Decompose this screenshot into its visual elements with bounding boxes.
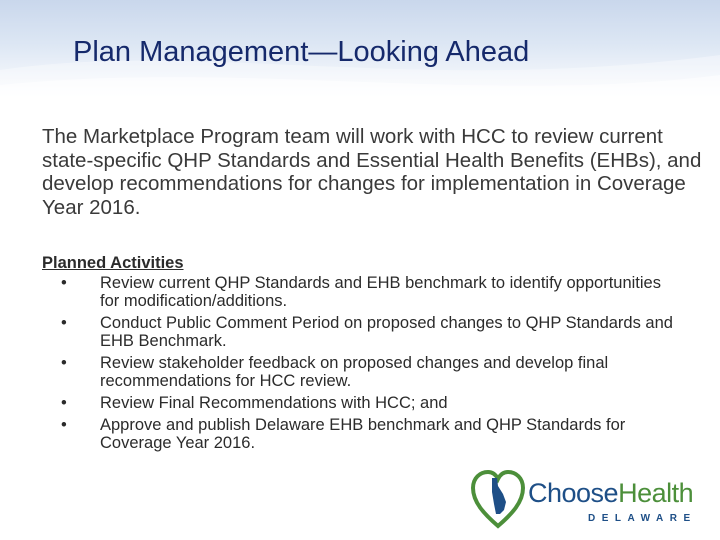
logo-subtitle: DELAWARE	[588, 513, 697, 524]
bullet-icon: •	[61, 314, 67, 332]
intro-paragraph: The Marketplace Program team will work with HCC to review current state-specific QHP Standards and Essential Health Benefits (EHBs), and develop recommendations for changes for implementation in Coverage Year 2016.	[42, 125, 702, 219]
activity-item	[42, 394, 682, 412]
activity-list	[42, 274, 682, 452]
planned-activities	[42, 253, 682, 456]
activity-item	[42, 274, 682, 310]
activity-text: Review current QHP Standards and EHB benchmark to identify opportunities for modification/additions.	[100, 274, 661, 310]
activity-item	[42, 354, 682, 390]
bullet-icon: •	[61, 354, 67, 372]
activity-item	[42, 416, 682, 452]
activity-item	[42, 314, 682, 350]
logo-word-health: Health	[618, 478, 694, 508]
choosehealth-logo	[470, 468, 700, 530]
bullet-icon: •	[61, 394, 67, 412]
activity-text: Review stakeholder feedback on proposed changes and develop final recommendations for HCC review.	[100, 354, 609, 390]
activity-text: Review Final Recommendations with HCC; and	[100, 394, 448, 412]
activities-heading: Planned Activities	[42, 254, 184, 272]
logo-word-choose: Choose	[528, 478, 619, 508]
activity-text: Approve and publish Delaware EHB benchmark and QHP Standards for Coverage Year 2016.	[100, 416, 626, 452]
bullet-icon: •	[61, 274, 67, 292]
activity-text: Conduct Public Comment Period on proposed changes to QHP Standards and EHB Benchmark.	[100, 314, 673, 350]
heart-state-icon	[470, 468, 526, 530]
bullet-icon: •	[61, 416, 67, 434]
logo-wordmark	[528, 478, 693, 509]
slide-title: Plan Management—Looking Ahead	[73, 36, 530, 68]
